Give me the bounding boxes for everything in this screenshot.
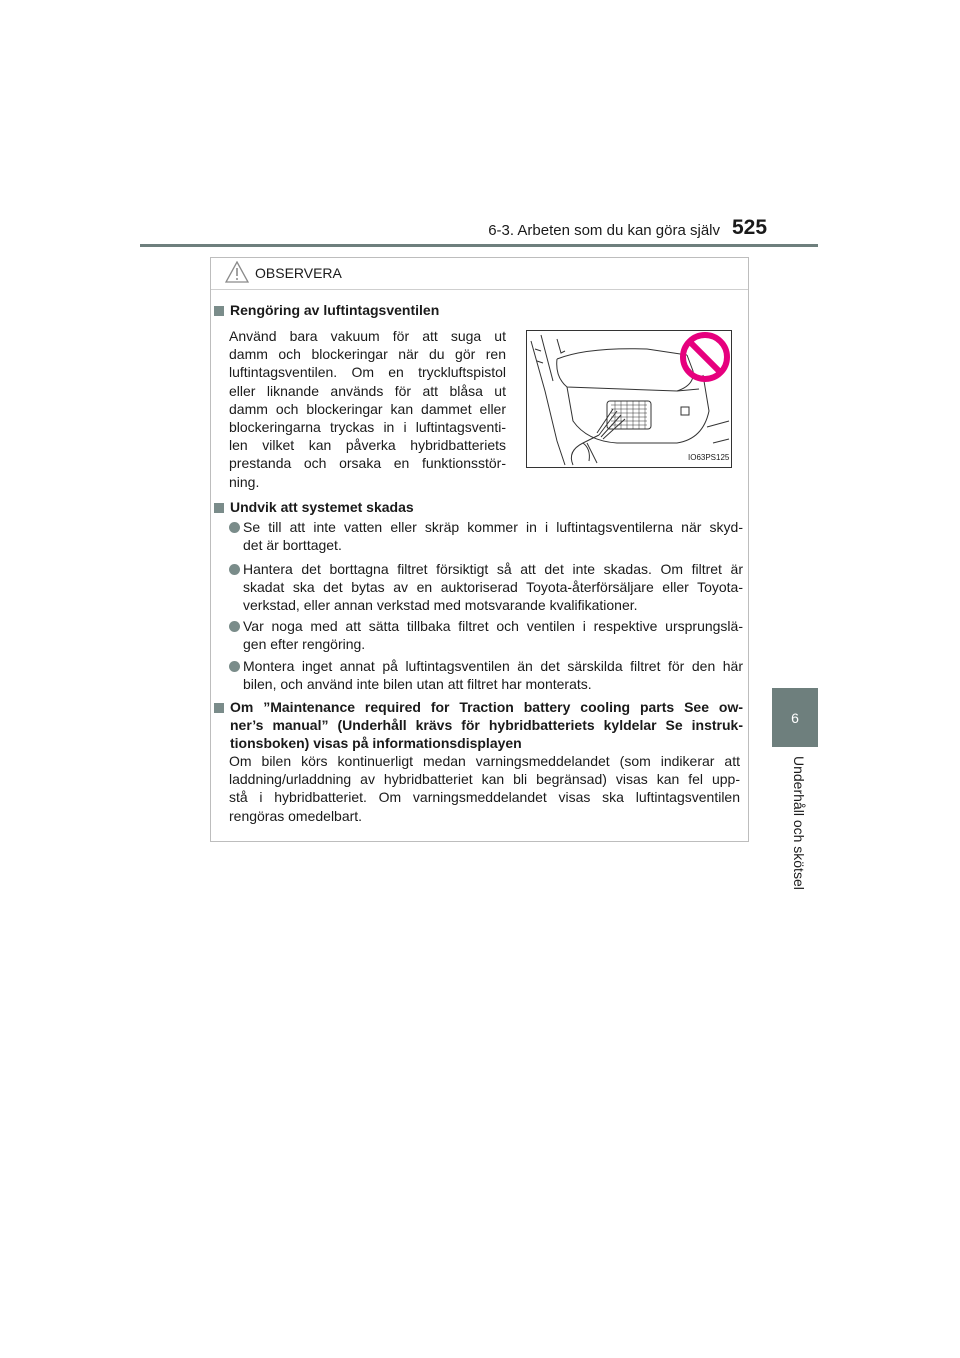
text-line: Om bilen körs kontinuerligt medan varningsmeddelandet (som indikerar att [229,753,740,769]
text-line: Se till att inte vatten eller skräp kommer in i luftintagsventilerna när skyd- [243,519,743,535]
figure-code: IO63PS125 [688,453,730,462]
warning-triangle-icon [225,261,249,283]
header-divider [140,244,818,247]
round-bullet-icon [229,564,240,575]
round-bullet-icon [229,522,240,533]
prohibition-icon [683,335,727,379]
square-bullet-icon [214,306,224,316]
bullet-item [243,617,743,653]
section-heading-text: Undvik att systemet skadas [230,499,414,515]
bullet-item [243,560,743,615]
text-line: prestanda och orsaka en funktionsstör- [229,455,506,472]
text-line: Hantera det borttagna filtret försiktigt så att det inte skadas. Om filtret är [243,561,743,577]
section-heading-text: Rengöring av luftintagsventilen [230,302,440,318]
text-line: Var noga med att sätta tillbaka filtret och ventilen i respektive ursprungslä- [243,618,743,634]
section-heading-text: ner’s manual” (Underhåll krävs för hybridbatteriets kyldelar Se instruk- [230,717,743,733]
section-heading-avoid-damage [214,498,414,516]
text-line: verkstad, eller annan verkstad med motsvarande kvalifikationer. [243,597,638,614]
chapter-number: 6 [791,709,799,726]
notice-header [211,258,748,290]
section-heading-text: Om ”Maintenance required for Traction battery cooling parts See ow- [230,699,743,715]
chapter-tab[interactable] [772,688,818,747]
square-bullet-icon [214,703,224,713]
text-line: damm och blockeringar när du gör ren [229,346,506,363]
text-line: len vilket kan påverka hybridbatteriets [229,437,506,454]
text-line: eller liknande används för att blåsa ut [229,382,506,399]
text-line: rengöras omedelbart. [229,807,363,824]
air-intake-illustration [526,330,732,468]
section-heading-cleaning [214,301,439,319]
text-line: Montera inget annat på luftintagsventilen än det särskilda filtret för den här [243,658,743,674]
text-line: Använd bara vakuum för att suga ut [229,328,506,344]
bullet-item [243,657,743,693]
section-heading-text: tionsboken) visas på informationsdisplayen [230,735,522,751]
text-line: blockeringarna tryckas in i luftintagsventi- [229,419,506,436]
round-bullet-icon [229,661,240,672]
text-line: damm och blockeringar kan dammet eller [229,400,506,417]
text-line: det är borttaget. [243,537,342,554]
chapter-label: Underhåll och skötsel [791,756,807,890]
page-number: 525 [732,216,768,239]
text-line: skadat ska det bytas av en auktoriserad Toyota-återförsäljare eller Toyota- [243,579,743,596]
text-line: ning. [229,473,260,490]
text-line: stå i hybridbatteriet. Om varningsmeddelandet visas ska luftintagsventilen [229,789,740,806]
notice-title: OBSERVERA [255,265,342,281]
text-line: bilen, och använd inte bilen utan att filtret har monterats. [243,676,592,693]
text-line: luftintagsventilen. Om en tryckluftspistol [229,364,506,381]
section-heading-maintenance-message [214,698,743,752]
cleaning-paragraph [229,327,506,491]
vent-cleaning-drawing [527,331,731,467]
text-line: gen efter rengöring. [243,636,366,653]
bullet-item [243,518,743,554]
round-bullet-icon [229,621,240,632]
maintenance-paragraph [229,752,740,825]
square-bullet-icon [214,503,224,513]
text-line: laddning/urladdning av hybridbatteriet kan bli begränsad) visas kan fel upp- [229,771,740,788]
section-header-title: 6-3. Arbeten som du kan göra själv [488,222,720,239]
